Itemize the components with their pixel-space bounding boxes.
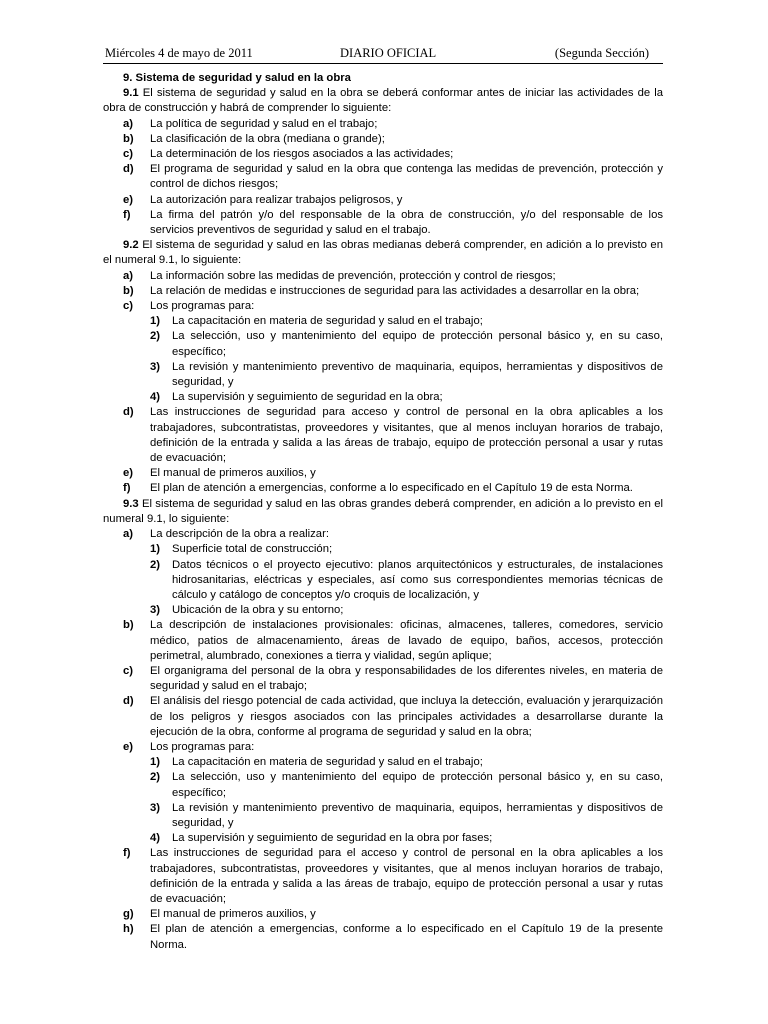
list-item (103, 740, 663, 755)
paragraph-9-2 (103, 238, 663, 268)
list-item-text: La política de seguridad y salud en el trabajo; (150, 117, 378, 130)
sub-list-item (103, 360, 663, 390)
sub-list-marker: 3) (150, 801, 161, 814)
paragraph-text: El sistema de seguridad y salud en la obra se deberá conformar antes de iniciar las actividades de la obra de construcción y habrá de comprender lo siguiente: (103, 87, 663, 115)
paragraph-text: El sistema de seguridad y salud en las obras medianas deberá comprender, en adición a lo previsto en el numeral 9.1, lo siguiente: (103, 239, 663, 267)
list-marker: e) (123, 740, 134, 753)
list-item-text: El manual de primeros auxilios, y (150, 467, 316, 480)
list-item-text: La determinación de los riesgos asociados a las actividades; (150, 148, 454, 161)
list-item-text: El análisis del riesgo potencial de cada actividad, que incluya la detección, evaluación y jerarquización de los peligros y riesgos asociados con las principales actividades a desarrollarse durante la ejecución de la obra, conforme al programa de seguridad y salud en la obra; (150, 695, 663, 738)
sub-list-item (103, 329, 663, 359)
header-publication-title: DIARIO OFICIAL (340, 46, 437, 60)
list-marker: h) (123, 923, 134, 936)
list-item (103, 162, 663, 192)
sub-list-item-text: La revisión y mantenimiento preventivo de maquinaria, equipos, herramientas y dispositivos de seguridad, y (172, 801, 663, 829)
sub-list-marker: 1) (150, 756, 161, 769)
list-marker: d) (123, 695, 134, 708)
sub-list-item-text: Superficie total de construcción; (172, 543, 333, 556)
list-marker: g) (123, 908, 134, 921)
list-marker: f) (123, 208, 131, 221)
list-marker: f) (123, 482, 131, 495)
list-item-text: El plan de atención a emergencias, conforme a lo especificado en el Capítulo 19 de esta Norma. (150, 482, 633, 495)
sub-list-item-text: Datos técnicos o el proyecto ejecutivo: planos arquitectónicos y estructurales, de instalaciones hidrosanitarias, eléctricas y especiales, así como sus correspondientes memorias técnicas de cálculo y catálogo de conceptos y/o croquis de localización, y (172, 558, 663, 601)
list-item-text: La descripción de la obra a realizar: (150, 528, 329, 541)
list-marker: b) (123, 284, 134, 297)
list-item-text: Las instrucciones de seguridad para el acceso y control de personal en la obra aplicables a los trabajadores, subcontratistas, proveedores y visitantes, que al menos incluyan horarios de trabajo, definición de la entrada y salida a las áreas de trabajo, equipo de protección personal a usar y rutas de evacuación; (150, 847, 663, 905)
sub-list-item-text: La supervisión y seguimiento de seguridad en la obra; (172, 391, 443, 404)
list-marker: c) (123, 148, 134, 161)
list-marker: a) (123, 269, 134, 282)
sub-list-item-text: La supervisión y seguimiento de seguridad en la obra por fases; (172, 832, 493, 845)
list-item (103, 922, 663, 952)
sub-list-marker: 3) (150, 360, 161, 373)
list-item-text: La clasificación de la obra (mediana o grande); (150, 132, 385, 145)
list-marker: d) (123, 406, 134, 419)
list-item (103, 527, 663, 542)
list-item-text: El organigrama del personal de la obra y responsabilidades de los diferentes niveles, en materia de seguridad y salud en el trabajo; (150, 664, 663, 693)
list-marker: b) (123, 132, 134, 145)
paragraph-number: 9.1 (123, 87, 139, 100)
list-item (103, 618, 663, 664)
sub-list-item (103, 314, 663, 329)
list-item (103, 284, 663, 299)
list-item (103, 132, 663, 147)
sub-list-item (103, 831, 663, 846)
list-marker: e) (123, 467, 134, 480)
list-item (103, 147, 663, 162)
list-item (103, 405, 663, 466)
list-item (103, 694, 663, 740)
list-item-text: La autorización para realizar trabajos peligrosos, y (150, 193, 403, 206)
header-date: Miércoles 4 de mayo de 2011 (105, 46, 253, 60)
sub-list-item (103, 558, 663, 604)
paragraph-number: 9.2 (123, 239, 139, 252)
sub-list-item (103, 770, 663, 800)
sub-list-marker: 1) (150, 315, 161, 328)
paragraph-text: El sistema de seguridad y salud en las obras grandes deberá comprender, en adición a lo previsto en el numeral 9.1, lo siguiente: (103, 497, 663, 525)
list-marker: f) (123, 847, 131, 860)
list-item (103, 299, 663, 314)
list-item-text: El programa de seguridad y salud en la obra que contenga las medidas de prevención, protección y control de dichos riesgos; (150, 163, 663, 191)
paragraph-number: 9.3 (123, 497, 139, 510)
sub-list-marker: 1) (150, 543, 161, 556)
list-item-text: La información sobre las medidas de prevención, protección y control de riesgos; (150, 269, 556, 282)
list-item (103, 481, 663, 496)
list-item (103, 664, 663, 694)
sub-list-marker: 2) (150, 558, 161, 571)
list-item-text: Los programas para: (150, 740, 255, 753)
list-item (103, 846, 663, 907)
sub-list-item (103, 542, 663, 557)
list-item (103, 269, 663, 284)
list-item (103, 907, 663, 922)
sub-list-marker: 3) (150, 604, 161, 617)
page-header (103, 44, 663, 64)
sub-list-item (103, 603, 663, 618)
paragraph-9-1 (103, 86, 663, 116)
list-marker: e) (123, 193, 134, 206)
paragraph-9-3 (103, 497, 663, 527)
sub-list-item-text: La capacitación en materia de seguridad y salud en el trabajo; (172, 756, 483, 769)
list-marker: a) (123, 117, 134, 130)
sub-list-marker: 2) (150, 330, 161, 343)
sub-list-item-text: La selección, uso y mantenimiento del equipo de protección personal básico y, en su caso, específico; (172, 330, 663, 358)
list-item-text: La firma del patrón y/o del responsable de la obra de construcción, y/o del responsable de los servicios preventivos de seguridad y salud en el trabajo. (150, 208, 663, 237)
list-item (103, 208, 663, 238)
sub-list-item-text: Ubicación de la obra y su entorno; (172, 604, 344, 617)
list-item-text: Los programas para: (150, 300, 255, 313)
list-marker: b) (123, 619, 134, 632)
header-rule (103, 63, 663, 64)
list-marker: d) (123, 163, 134, 176)
list-item-text: La descripción de instalaciones provisionales: oficinas, almacenes, talleres, comedores, servicio médico, patios de almacenamiento, áreas de lavado de equipo, baños, accesos, protección perimetral, alumbrado, conexiones a tierra y vialidad, según aplique; (150, 619, 663, 662)
list-marker: a) (123, 528, 134, 541)
sub-list-item (103, 755, 663, 770)
sub-list-marker: 2) (150, 771, 161, 784)
list-item (103, 117, 663, 132)
list-marker: c) (123, 664, 134, 677)
list-item-text: El plan de atención a emergencias, conforme a lo especificado en el Capítulo 19 de la presente Norma. (150, 923, 663, 951)
sub-list-item (103, 390, 663, 405)
section-heading: 9. Sistema de seguridad y salud en la obra (123, 72, 351, 84)
list-item-text: Las instrucciones de seguridad para acceso y control de personal en la obra aplicables a los trabajadores, subcontratistas, proveedores y visitantes, que al menos incluyan horarios de trabajo, definición de la entrada y salida a las áreas de trabajo, equipo de protección personal a usar y rutas de evacuación; (150, 406, 663, 465)
list-marker: c) (123, 300, 134, 313)
sub-list-marker: 4) (150, 832, 161, 845)
list-item (103, 466, 663, 481)
list-item-text: El manual de primeros auxilios, y (150, 908, 316, 921)
sub-list-item-text: La revisión y mantenimiento preventivo de maquinaria, equipos, herramientas y dispositivos de seguridad, y (172, 360, 663, 389)
document-body (103, 71, 663, 953)
list-item (103, 193, 663, 208)
sub-list-item-text: La selección, uso y mantenimiento del equipo de protección personal básico y, en su caso, específico; (172, 771, 663, 799)
list-item-text: La relación de medidas e instrucciones de seguridad para las actividades a desarrollar en la obra; (150, 284, 640, 297)
header-section: (Segunda Sección) (554, 46, 649, 60)
sub-list-item (103, 801, 663, 831)
sub-list-marker: 4) (150, 391, 161, 404)
sub-list-item-text: La capacitación en materia de seguridad y salud en el trabajo; (172, 315, 483, 328)
